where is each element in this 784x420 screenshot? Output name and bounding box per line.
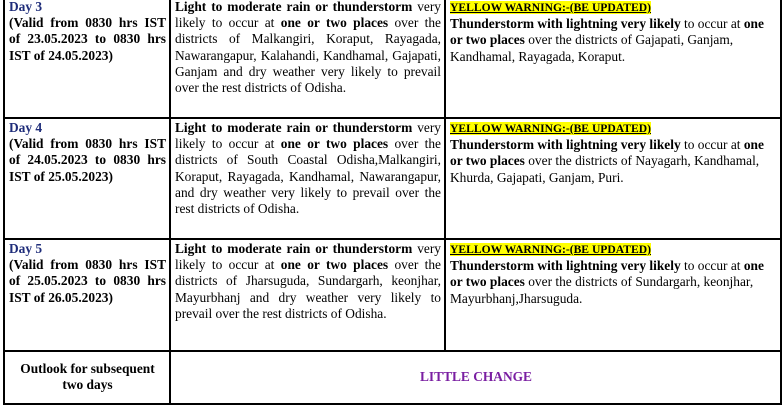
forecast-lead: Light to moderate rain or thunderstorm <box>175 241 413 256</box>
warning-label: YELLOW WARNING:-(BE UPDATED) <box>450 243 651 256</box>
warning-cell <box>445 239 781 351</box>
outlook-value: LITTLE CHANGE <box>170 351 781 404</box>
day-cell <box>4 118 170 239</box>
warning-rest: over the districts of Sundargarh, keonjhar, Mayurbhanj,Jharsuguda. <box>450 274 754 306</box>
warning-cell <box>445 118 781 239</box>
warning-places: one or two places <box>450 137 764 169</box>
warning-label: YELLOW WARNING:-(BE UPDATED) <box>450 1 651 14</box>
warning-cell <box>445 0 781 118</box>
day-label: Day 3 <box>9 0 43 14</box>
table-row <box>4 239 781 351</box>
table-row <box>4 118 781 239</box>
warning-rest: over the districts of Gajapati, Ganjam, Kandhamal, Rayagada, Koraput. <box>450 32 734 64</box>
warning-label: YELLOW WARNING:-(BE UPDATED) <box>450 122 651 135</box>
forecast-table <box>3 0 782 405</box>
validity-text: (Valid from 0830 hrs IST of 25.05.2023 to 0830 hrs IST of 26.05.2023) <box>9 257 166 305</box>
forecast-places: one or two places <box>280 15 389 31</box>
warning-places: one or two places <box>450 16 764 48</box>
day-cell <box>4 0 170 118</box>
validity-text: (Valid from 0830 hrs IST of 24.05.2023 to 0830 hrs IST of 25.05.2023) <box>9 136 166 184</box>
forecast-mid: very likely to occur at <box>175 0 441 31</box>
warning-lead: Thunderstorm with lightning very likely <box>450 258 681 274</box>
forecast-rest: over the districts of Malkangiri, Koraput, Rayagada, Nawarangapur, Kalahandi, Kandhamal, Gajapati, Ganjam and dry weather very likely to prevail over the rest districts of Odisha. <box>175 15 442 96</box>
forecast-places: one or two places <box>280 136 389 152</box>
validity-text: (Valid from 0830 hrs IST of 23.05.2023 to 0830 hrs IST of 24.05.2023) <box>9 15 166 63</box>
outlook-row <box>4 351 781 404</box>
day-cell <box>4 239 170 351</box>
warning-mid: to occur at <box>680 16 744 32</box>
day-label: Day 4 <box>9 120 43 135</box>
day-label: Day 5 <box>9 241 43 256</box>
forecast-rest: over the districts of Jharsuguda, Sundargarh, keonjhar, Mayurbhanj and dry weather very likely to prevail over the rest districts of Odisha. <box>175 257 442 321</box>
warning-mid: to occur at <box>680 258 744 274</box>
forecast-lead: Light to moderate rain or thunderstorm <box>175 0 413 14</box>
warning-mid: to occur at <box>680 137 744 153</box>
forecast-places: one or two places <box>280 257 389 273</box>
forecast-cell <box>170 0 445 118</box>
forecast-lead: Light to moderate rain or thunderstorm <box>175 120 413 135</box>
outlook-label: Outlook for subsequent two days <box>4 351 170 404</box>
forecast-mid: very likely to occur at <box>175 120 441 152</box>
warning-rest: over the districts of Nayagarh, Kandhamal, Khurda, Gajapati, Ganjam, Puri. <box>450 153 760 185</box>
warning-lead: Thunderstorm with lightning very likely <box>450 16 681 32</box>
forecast-cell <box>170 239 445 351</box>
table-row <box>4 0 781 118</box>
forecast-cell <box>170 118 445 239</box>
forecast-rest: over the districts of South Coastal Odisha,Malkangiri, Koraput, Rayagada, Kandhamal, Nawarangapur, and dry weather very likely to prevail over the rest districts of Odisha. <box>175 136 442 217</box>
warning-lead: Thunderstorm with lightning very likely <box>450 137 681 153</box>
warning-places: one or two places <box>450 258 764 290</box>
forecast-mid: very likely to occur at <box>175 241 441 273</box>
